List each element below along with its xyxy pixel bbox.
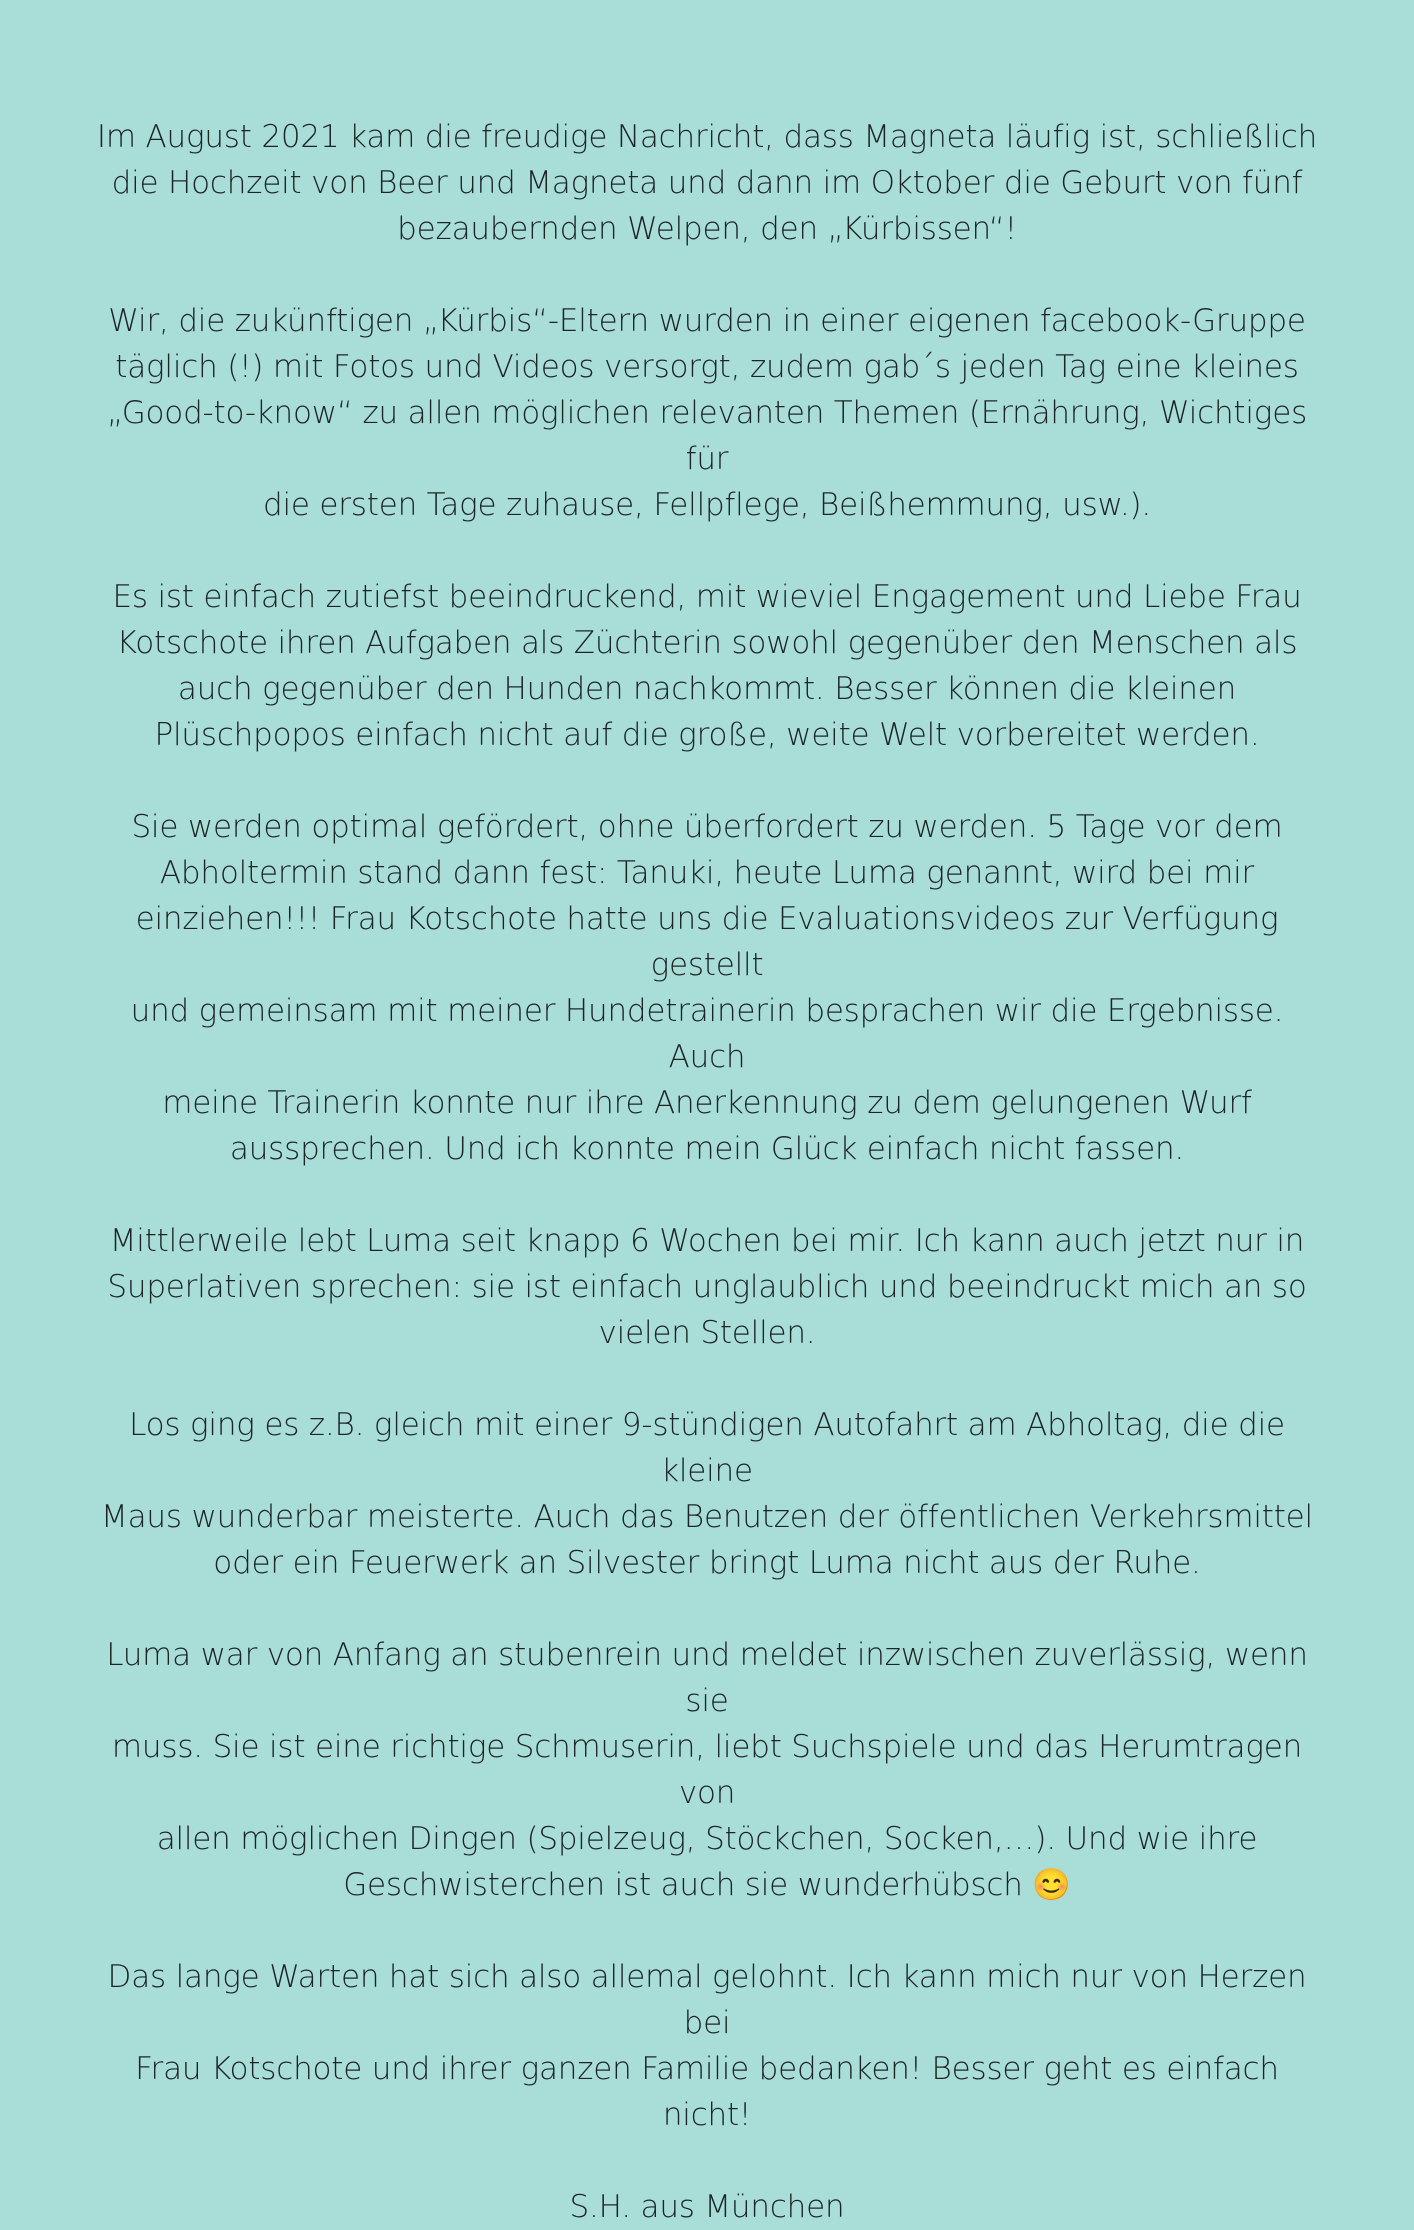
- text-line: Das lange Warten hat sich also allemal gelohnt. Ich kann mich nur von Herzen bei: [107, 1959, 1307, 2041]
- text-line: „Good-to-know“ zu allen möglichen relevanten Themen (Ernährung, Wichtiges für: [106, 395, 1308, 477]
- testimonial-text: [95, 114, 1319, 2230]
- text-line: Luma war von Anfang an stubenrein und meldet inzwischen zuverlässig, wenn sie: [106, 1637, 1308, 1719]
- text-line: allen möglichen Dingen (Spielzeug, Stöckchen, Socken,…). Und wie ihre: [156, 1821, 1258, 1857]
- paragraph-personality: [95, 1632, 1319, 1908]
- paragraph-six-weeks: [95, 1218, 1319, 1356]
- paragraph-breeder-praise: [95, 574, 1319, 758]
- text-line: aussprechen. Und ich konnte mein Glück einfach nicht fassen.: [229, 1131, 1185, 1167]
- paragraph-pickup: [95, 804, 1319, 1172]
- signature-text: S.H. aus München: [569, 2189, 845, 2225]
- text-line: Es ist einfach zutiefst beeindruckend, mit wieviel Engagement und Liebe Frau: [112, 579, 1302, 615]
- paragraph-facebook-group: [95, 298, 1319, 528]
- text-line: täglich (!) mit Fotos und Videos versorgt, zudem gab´s jeden Tag eine kleines: [115, 349, 1299, 385]
- text-line: Kotschote ihren Aufgaben als Züchterin sowohl gegenüber den Menschen als: [116, 625, 1298, 661]
- text-line: Im August 2021 kam die freudige Nachricht, dass Magneta läufig ist, schließlich: [96, 119, 1318, 155]
- text-line: Sie werden optimal gefördert, ohne überfordert zu werden. 5 Tage vor dem: [131, 809, 1283, 845]
- text-line: Superlativen sprechen: sie ist einfach unglaublich und beeindruckt mich an so: [107, 1269, 1307, 1305]
- text-line: und gemeinsam mit meiner Hundetrainerin besprachen wir die Ergebnisse. Auch: [130, 993, 1284, 1075]
- text-line: auch gegenüber den Hunden nachkommt. Besser können die kleinen: [177, 671, 1237, 707]
- text-line: Wir, die zukünftigen „Kürbis“-Eltern wurden in einer eigenen facebook-Gruppe: [108, 303, 1306, 339]
- text-line: Plüschpopos einfach nicht auf die große, weite Welt vorbereitet werden.: [154, 717, 1260, 753]
- text-line: Frau Kotschote und ihrer ganzen Familie bedanken! Besser geht es einfach nicht!: [135, 2051, 1279, 2133]
- paragraph-announcement: [95, 114, 1319, 252]
- paragraph-car-ride: [95, 1402, 1319, 1586]
- text-line: Maus wunderbar meisterte. Auch das Benutzen der öffentlichen Verkehrsmittel: [101, 1499, 1313, 1535]
- text-line: Geschwisterchen ist auch sie wunderhübsch 😊: [343, 1867, 1071, 1903]
- text-line: muss. Sie ist eine richtige Schmuserin, liebt Suchspiele und das Herumtragen von: [111, 1729, 1303, 1811]
- text-line: Los ging es z.B. gleich mit einer 9-stündigen Autofahrt am Abholtag, die die kleine: [129, 1407, 1285, 1489]
- text-line: Mittlerweile lebt Luma seit knapp 6 Wochen bei mir. Ich kann auch jetzt nur in: [109, 1223, 1305, 1259]
- text-line: oder ein Feuerwerk an Silvester bringt Luma nicht aus der Ruhe.: [213, 1545, 1201, 1581]
- text-line: die Hochzeit von Beer und Magneta und dann im Oktober die Geburt von fünf: [111, 165, 1303, 201]
- text-line: bezaubernden Welpen, den „Kürbissen“!: [397, 211, 1017, 247]
- paragraph-thanks: [95, 1954, 1319, 2138]
- text-line: die ersten Tage zuhause, Fellpflege, Beißhemmung, usw.).: [262, 487, 1152, 523]
- text-line: meine Trainerin konnte nur ihre Anerkennung zu dem gelungenen Wurf: [162, 1085, 1252, 1121]
- signature: [95, 2184, 1319, 2230]
- text-line: vielen Stellen.: [598, 1315, 816, 1351]
- text-line: Abholtermin stand dann fest: Tanuki, heute Luma genannt, wird bei mir: [159, 855, 1255, 891]
- text-line: einziehen!!! Frau Kotschote hatte uns die Evaluationsvideos zur Verfügung gestellt: [135, 901, 1279, 983]
